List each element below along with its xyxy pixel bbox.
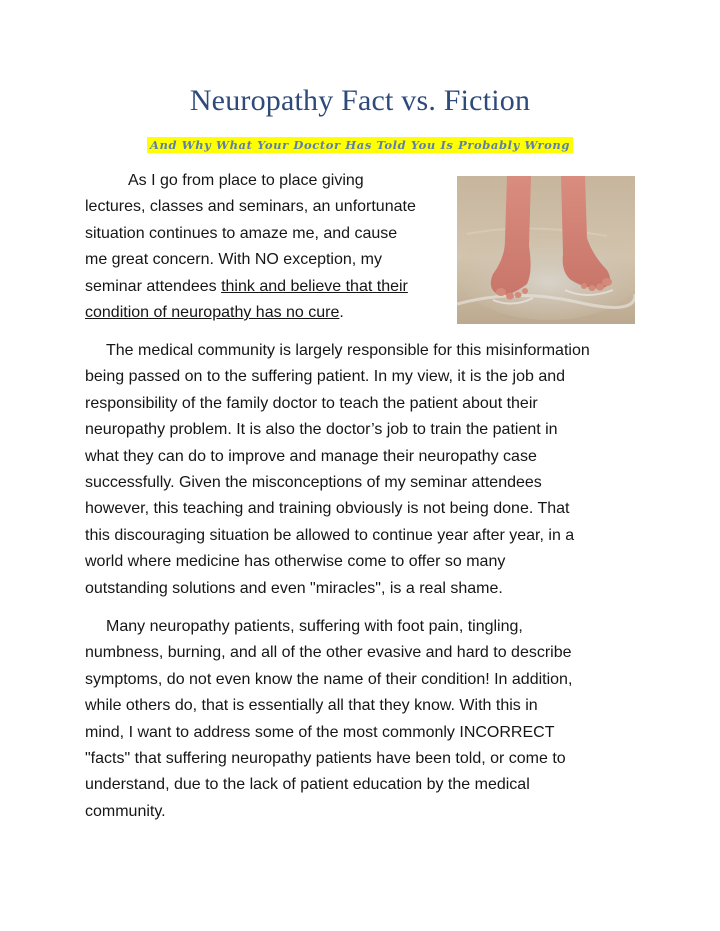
- paragraph-3-line: "facts" that suffering neuropathy patients have been told, or come to: [85, 750, 566, 768]
- paragraph-1-line: situation continues to amaze me, and cause: [85, 224, 398, 242]
- paragraph-1: [85, 168, 450, 326]
- paragraph-1-line: lectures, classes and seminars, an unfortunate: [85, 198, 416, 216]
- paragraph-2-line: outstanding solutions and even "miracles", is a real shame.: [85, 579, 503, 597]
- paragraph-3-line: mind, I want to address some of the most commonly INCORRECT: [85, 723, 555, 741]
- subtitle: And Why What Your Doctor Has Told You Is Probably Wrong: [147, 137, 573, 153]
- paragraph-3-line: Many neuropathy patients, suffering with foot pain, tingling,: [106, 618, 523, 635]
- paragraph-3-line: numbness, burning, and all of the other evasive and hard to describe: [85, 644, 572, 662]
- paragraph-1-line: As I go from place to place giving: [128, 172, 364, 189]
- paragraph-2-line: what they can do to improve and manage their neuropathy case: [85, 447, 537, 465]
- paragraph-3-line: understand, due to the lack of patient education by the medical: [85, 776, 530, 794]
- paragraph-1-line: [85, 274, 450, 300]
- paragraph-3-line: while others do, that is essentially all that they know. With this in: [85, 697, 538, 715]
- paragraph-2-line: this discouraging situation be allowed to continue year after year, in a: [85, 526, 575, 544]
- paragraph-1-line: me great concern. With NO exception, my: [85, 251, 382, 269]
- paragraph-2-line: world where medicine has otherwise come to offer so many: [85, 553, 506, 571]
- paragraph-2: [85, 338, 645, 602]
- text-run: seminar attendees: [85, 277, 222, 295]
- paragraph-2-line: successfully. Given the misconceptions of my seminar attendees: [85, 474, 542, 492]
- subtitle-container: [0, 136, 720, 154]
- paragraph-2-line: being passed on to the suffering patient. In my view, it is the job and: [85, 368, 566, 386]
- underlined-text: think and believe that their: [221, 277, 408, 295]
- text-run: .: [339, 304, 344, 322]
- paragraph-2-line: however, this teaching and training obviously is not being done. That: [85, 500, 570, 518]
- paragraph-3-line: symptoms, do not even know the name of their condition! In addition,: [85, 670, 573, 688]
- paragraph-1-line: [85, 300, 450, 326]
- feet-in-water-photo: [457, 176, 635, 324]
- underlined-text: condition of neuropathy has no cure: [85, 304, 340, 322]
- paragraph-3: [85, 614, 645, 825]
- paragraph-3-line: community.: [85, 802, 166, 820]
- paragraph-2-line: responsibility of the family doctor to teach the patient about their: [85, 394, 538, 412]
- paragraph-2-line: neuropathy problem. It is also the doctor’s job to train the patient in: [85, 421, 558, 439]
- paragraph-2-line: The medical community is largely responsible for this misinformation: [106, 342, 590, 359]
- page-title: Neuropathy Fact vs. Fiction: [189, 84, 531, 117]
